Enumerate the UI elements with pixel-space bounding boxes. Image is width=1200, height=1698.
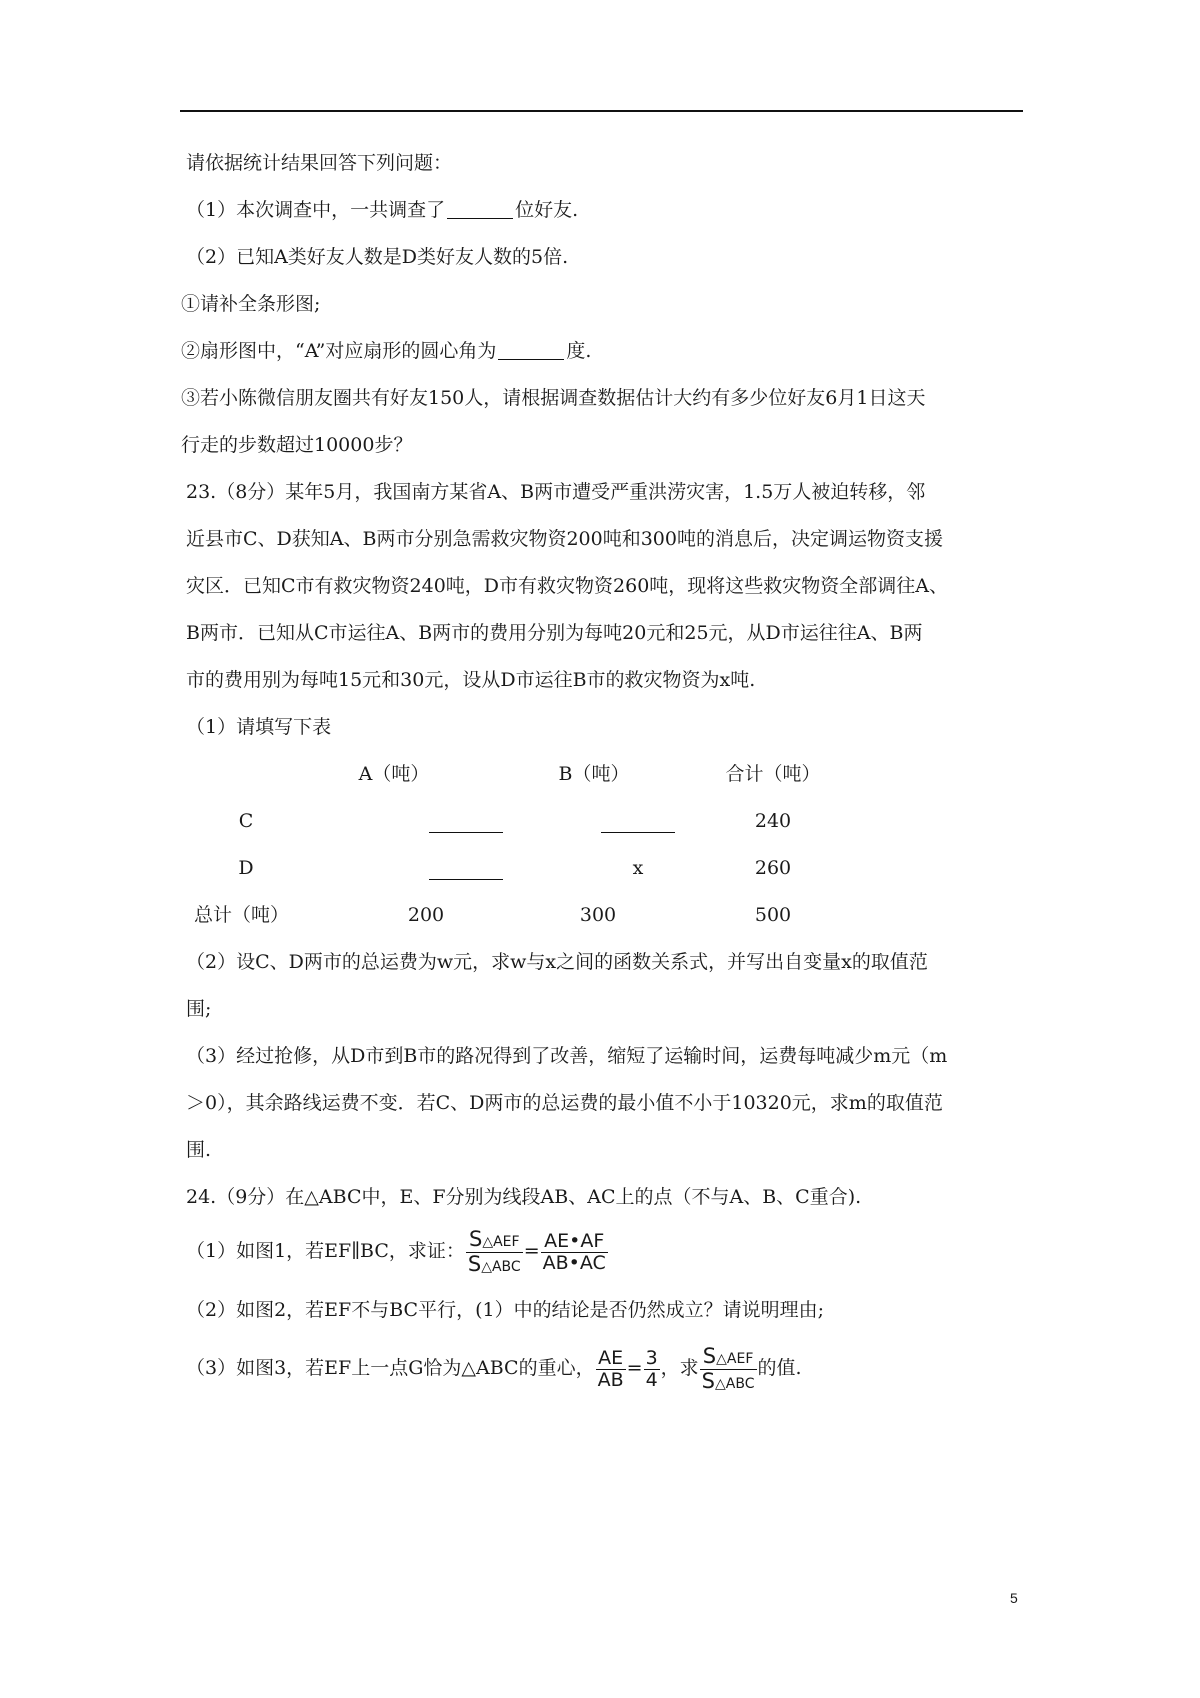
q22-part2: （2）已知A类好友人数是D类好友人数的5倍.	[186, 246, 569, 268]
answer-blank	[498, 337, 564, 360]
q23-part2-line1: （2）设C、D两市的总运费为w元，求w与x之间的函数关系式，并写出自变量x的取值范	[186, 951, 928, 973]
q23-line-2: 近县市C、D获知A、B两市分别急需救灾物资200吨和300吨的消息后，决定调运物资支援	[186, 528, 943, 550]
q23-part1: （1）请填写下表	[186, 716, 332, 738]
q22-sub3-line1: ③若小陈微信朋友圈共有好友150人，请根据调查数据估计大约有多少位好友6月1日这天	[181, 387, 926, 409]
q23-part2-line2: 围;	[186, 998, 212, 1020]
q22-sub3-line2: 行走的步数超过10000步？	[181, 434, 413, 456]
header-a: A（吨）	[358, 763, 430, 785]
area-ratio-fraction: $\frac{\text{S△AEF}}{\text{S△ABC}}$	[467, 1227, 521, 1276]
blank-d-a	[429, 878, 503, 880]
area-ratio-fraction-2: $\frac{\text{S△AEF}}{\text{S△ABC}}$	[701, 1344, 755, 1393]
q24-part1: （1）如图1，若EF∥BC，求证： $\frac{\text{S△AEF}}{\text{S△ABC}}$ = $\frac{AE•AF}{AB•AC}$	[186, 1227, 606, 1276]
q23-line-3: 灾区．已知C市有救灾物资240吨，D市有救灾物资260吨，现将这些救灾物资全部调往A、	[186, 575, 949, 597]
three-quarters-fraction: $\frac{3}{4}$	[645, 1346, 658, 1391]
side-ratio-fraction: $\frac{AE•AF}{AB•AC}$	[542, 1229, 606, 1274]
header-rule	[180, 110, 1023, 112]
q22-part1: （1）本次调查中，一共调查了 位好友.	[186, 187, 1024, 234]
blank-c-b	[601, 831, 675, 833]
q24-part2: （2）如图2，若EF不与BC平行，(1）中的结论是否仍然成立？请说明理由;	[186, 1299, 824, 1321]
document-body	[181, 140, 1024, 1398]
q24-part3: （3）如图3，若EF上一点G恰为△ABC的重心， $\frac{AE}{AB}$ = $\frac{3}{4}$ ，求 $\frac{\text{S△AEF}}{\text{S△ABC}}$ 的值.	[186, 1344, 802, 1393]
page-number: 5	[1010, 1590, 1018, 1606]
row-sum-a: 200	[407, 904, 445, 926]
q23-part3-line1: （3）经过抢修，从D市到B市的路况得到了改善，缩短了运输时间，运费每吨减少m元（m	[186, 1045, 948, 1067]
row-sum-total: 500	[754, 904, 792, 926]
q23-part3-line2: ＞0），其余路线运费不变．若C、D两市的总运费的最小值不小于10320元，求m的取值范	[186, 1092, 943, 1114]
q23-line-4: B两市．已知从C市运往A、B两市的费用分别为每吨20元和25元，从D市运往往A、B两	[186, 622, 923, 644]
row-d-label: D	[238, 857, 254, 879]
q22-sub2: ②扇形图中，“A”对应扇形的圆心角为 度.	[181, 328, 1024, 375]
q24-stem: 24.（9分）在△ABC中，E、F分别为线段AB、AC上的点（不与A、B、C重合).	[186, 1186, 862, 1208]
q23-part3-line3: 围.	[186, 1139, 212, 1161]
row-c-label: C	[238, 810, 254, 832]
row-c-total: 240	[754, 810, 792, 832]
intro-text: 请依据统计结果回答下列问题：	[186, 152, 453, 174]
ae-ab-fraction: $\frac{AE}{AB}$	[597, 1346, 624, 1391]
row-sum-b: 300	[579, 904, 617, 926]
q22-sub1: ①请补全条形图;	[181, 293, 321, 315]
header-b: B（吨）	[558, 763, 630, 785]
q23-line-1: 23.（8分）某年5月，我国南方某省A、B两市遭受严重洪涝灾害，1.5万人被迫转移，邻	[186, 481, 926, 503]
row-d-b: x	[632, 857, 644, 879]
q23-line-5: 市的费用别为每吨15元和30元，设从D市运往B市的救灾物资为x吨.	[186, 669, 756, 691]
transport-table	[186, 751, 1024, 939]
blank-c-a	[429, 831, 503, 833]
row-sum-label: 总计（吨）	[194, 904, 290, 926]
row-d-total: 260	[754, 857, 792, 879]
answer-blank	[447, 196, 513, 219]
header-total: 合计（吨）	[725, 763, 821, 785]
